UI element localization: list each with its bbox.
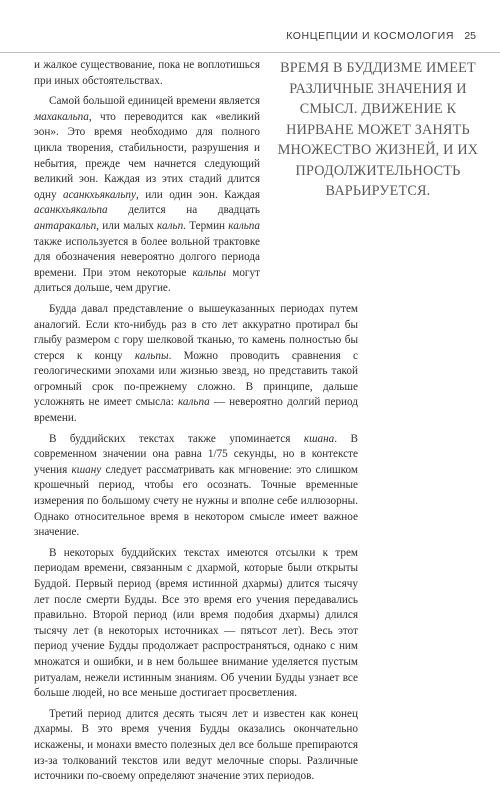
text-run: Самой большой единицей времени является	[49, 95, 260, 108]
page-number: 25	[464, 30, 476, 42]
header-rule	[0, 52, 500, 53]
term-kalpa: кальпы	[192, 266, 227, 279]
text-run: следует рассматривать как мгновение: это слишком крошечный период, чтобы его осознать. Точные временные измерения по большому счету не нужны и вполне себе иллюзорны. Однако относительное время в некотором смысле имеет важное значение.	[34, 463, 358, 539]
text-run: , что переводится как «великий эон». Это время необходимо для полного цикла творения, стабильности, разрушения и небытия, прежде чем начнется следующий великий эон. Каждая из этих стадий длится одну	[34, 110, 260, 201]
term-antarakalpa: антаракальп	[34, 219, 97, 232]
text-run: . Термин	[183, 219, 229, 232]
text-run: . Можно проводить сравнения с геологическими эпохами или жизнью звезд, но представить такой огромный срок по-прежнему сложно. В принципе, дальше усложнять не имеет смысла:	[34, 349, 358, 409]
term-asankhyakalpa: асанкхьякальпу	[62, 188, 136, 201]
text-run: — невероятно долгий период времени.	[34, 396, 358, 425]
term-kalpa: кальп	[157, 219, 184, 232]
term-mahakalpa: махакальпа	[34, 110, 89, 123]
term-kshana: кшана	[303, 432, 335, 445]
text-run: могут длиться дольше, чем другие.	[34, 266, 260, 295]
term-kalpa: кальпы	[134, 349, 169, 362]
paragraph-2	[34, 94, 260, 297]
text-run: Будда давал представление о вышеуказанных периодах путем аналогий. Если кто-нибудь раз в сто лет аккуратно протирал бы глыбу размером с гору шелковой тканью, то камень полностью бы стерся к концу	[34, 302, 358, 362]
text-run: . В современном значении она равна 1/75 секунды, но в контексте учения	[34, 432, 358, 476]
text-run: В буддийских текстах также упоминается	[49, 432, 304, 445]
paragraph-4	[34, 432, 358, 541]
main-text-column	[34, 58, 358, 790]
text-run: также используется в более вольной трактовке для обозначения невероятно долгого периода времени. При этом некоторые	[34, 235, 260, 279]
pull-quote: ВРЕМЯ В БУДДИЗМЕ ИМЕЕТ РАЗЛИЧНЫЕ ЗНАЧЕНИЯ И СМЫСЛ. ДВИЖЕНИЕ К НИРВАНЕ МОЖЕТ ЗАНЯТЬ МНОЖЕСТВО ЖИЗНЕЙ, И ИХ ПРОДОЛЖИТЕЛЬНОСТЬ ВАРЬИРУЕТСЯ.	[277, 60, 479, 199]
page-header	[0, 0, 500, 56]
term-kalpa: кальпа	[228, 219, 260, 232]
text-run: , или малых	[96, 219, 158, 232]
paragraph-6: Третий период длится десять тысяч лет и известен как конец дхармы. В это время учения Будды оказались окончательно искажены, и монахи вместо полезных дел все больше препираются из-за толкований текстов или ведут мелочные споры. Различные источники по-своему определяют значение этих периодов.	[34, 707, 358, 783]
term-kalpa: кальпа	[177, 396, 210, 409]
text-run: делится на двадцать	[107, 204, 260, 217]
text-run: , или один эон. Каждая	[135, 188, 260, 201]
paragraph-3	[34, 302, 358, 427]
running-head-title: КОНЦЕПЦИИ И КОСМОЛОГИЯ	[286, 30, 454, 42]
term-asankhyakalpa: асанкхьякальпа	[34, 204, 108, 217]
term-kshana: кшану	[71, 463, 102, 476]
paragraph-5: В некоторых буддийских текстах имеются отсылки к трем периодам времени, связанным с дхармой, которые были открыты Буддой. Первый период (время истинной дхармы) длится тысячу лет после смерти Будды. Все это время его учения передавались правильно. Второй период (или время подобия дхармы) длился тысячу лет (в некоторых источниках — пятьсот лет). Весь этот период учение Будды продолжает распространяться, однако с ним множатся и ошибки, и в нем большее внимание уделяется пустым ритуалам, нежели истинным знаниям. Об учении Будды узнает все больше людей, но все меньше достигает просветления.	[34, 546, 358, 700]
paragraph-1: и жалкое существование, пока не воплотишься при иных обстоятельствах.	[34, 59, 260, 87]
